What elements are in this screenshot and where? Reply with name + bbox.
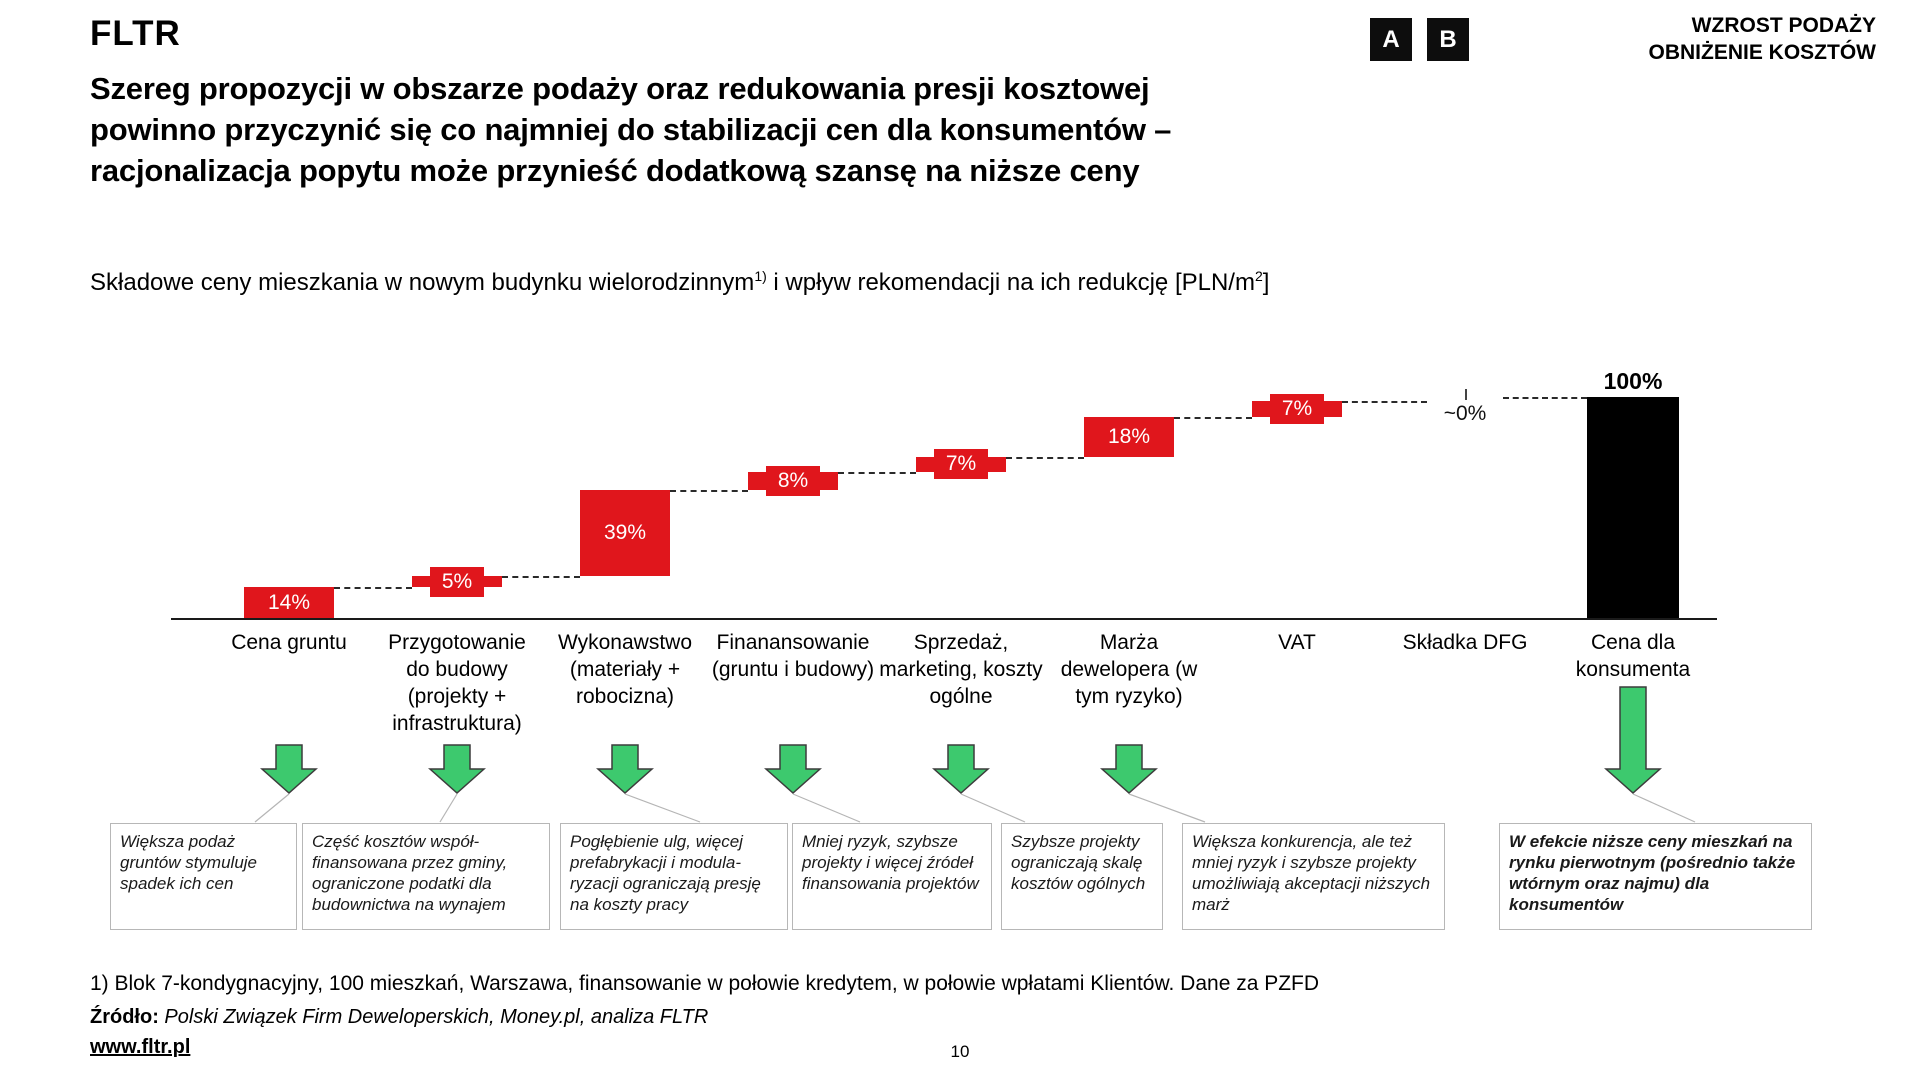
bar-value-wykonawstwo-materiały-robocizna: 39% [603, 520, 647, 544]
green-down-arrow-7 [1606, 687, 1660, 793]
source-line [90, 1006, 708, 1029]
axis-label-marża-dewelopera-w-tym-ryzyko: Marża dewelopera (w tym ryzyko) [1060, 631, 1198, 708]
page-number: 10 [950, 1042, 970, 1061]
subtitle-text-3: ] [1262, 269, 1270, 296]
recommendation-box-6: Większa konkurencja, ale też mniej ryzyk i szybsze projekty umożliwiają akceptacji niższych marż [1182, 823, 1445, 930]
recommendation-box-2: Część kosztów współ-finansowana przez gminy, ograniczone podatki dla budownictwa na wynajem [302, 823, 550, 930]
title-line-1: Szereg propozycji w obszarze podaży oraz redukowania presji kosztowej [90, 71, 1150, 106]
waterfall-connector [1342, 401, 1427, 403]
waterfall-connector [1006, 457, 1084, 459]
superscript-2: 2 [1254, 268, 1263, 284]
title-line-2: powinno przyczynić się co najmniej do stabilizacji cen dla konsumentów – [90, 112, 1172, 147]
recommendation-box-3: Pogłębienie ulg, więcej prefabrykacji i modula-ryzacji ograniczają presję na koszty pracy [560, 823, 788, 930]
header-tagline [1649, 12, 1877, 66]
axis-label-cena-dla-konsumenta: Cena dla konsumenta [1575, 631, 1691, 681]
recommendation-box-7: W efekcie niższe ceny mieszkań na rynku pierwotnym (pośrednio także wtórnym oraz najmu) dla konsumentów [1499, 823, 1812, 930]
recommendation-box-4: Mniej ryzyk, szybsze projekty i więcej źródeł finansowania projektów [792, 823, 992, 930]
tagline-line-2: OBNIŻENIE KOSZTÓW [1648, 41, 1876, 64]
tagline-line-1: WZROST PODAŻY [1691, 14, 1876, 37]
slide-title [90, 68, 1171, 191]
source-label: Źródło: [90, 1006, 159, 1028]
axis-label-cena-gruntu: Cena gruntu [231, 631, 347, 654]
green-down-arrow-4 [766, 745, 820, 793]
bar-value-przygotowanie-do-budowy-projekty-infrastruktura: 5% [430, 567, 484, 597]
bar-value-cena-dla-konsumenta: 100% [1603, 368, 1663, 394]
green-down-arrow-1 [262, 745, 316, 793]
bar-value-cena-gruntu: 14% [262, 588, 316, 618]
bar-value-sprzedaż-marketing-koszty-ogólne: 7% [934, 449, 988, 479]
title-line-3: racjonalizacja popytu może przynieść dodatkową szansę na niższe ceny [90, 153, 1140, 188]
waterfall-connector [502, 576, 580, 578]
waterfall-connector [1174, 417, 1252, 419]
subtitle-text-2: i wpływ rekomendacji na ich redukcję [PLN/m [766, 269, 1255, 296]
bar-value-składka-dfg: ~0% [1443, 402, 1487, 426]
subtitle-text: Składowe ceny mieszkania w nowym budynku wielorodzinnym [90, 269, 755, 296]
axis-label-wykonawstwo-materiały-robocizna: Wykonawstwo (materiały + robocizna) [557, 631, 693, 708]
zero-tick [1465, 389, 1467, 400]
waterfall-connector [838, 472, 916, 474]
bar-cena-dla-konsumenta [1587, 397, 1679, 618]
arrow-to-box-line-1 [255, 794, 289, 822]
green-down-arrow-3 [598, 745, 652, 793]
footnote-ref-1: 1) [754, 268, 767, 284]
waterfall-connector [670, 490, 748, 492]
company-logo: FLTR [90, 14, 181, 53]
source-text: Polski Związek Firm Deweloperskich, Money.pl, analiza FLTR [158, 1006, 709, 1028]
x-axis [171, 618, 1717, 620]
arrow-to-box-line-7 [1633, 794, 1695, 822]
axis-label-przygotowanie-do-budowy-projekty-infrastruktura: Przygotowanie do budowy (projekty + infrastruktura) [388, 631, 526, 735]
chart-subtitle [90, 268, 1269, 297]
axis-label-finanansowanie-gruntu-i-budowy: Finanansowanie (gruntu i budowy) [711, 631, 875, 681]
website-link[interactable]: www.fltr.pl [90, 1036, 191, 1058]
axis-label-składka-dfg: Składka DFG [1402, 631, 1528, 654]
bar-value-marża-dewelopera-w-tym-ryzyko: 18% [1107, 424, 1151, 448]
badge-b: B [1427, 18, 1469, 61]
axis-label-vat: VAT [1278, 631, 1316, 654]
bar-value-finanansowanie-gruntu-i-budowy: 8% [766, 466, 820, 496]
badge-a: A [1370, 18, 1412, 61]
arrow-to-box-line-2 [440, 794, 457, 822]
recommendation-box-1: Większa podaż gruntów stymuluje spadek ich cen [110, 823, 297, 930]
arrow-to-box-line-4 [793, 794, 860, 822]
arrow-to-box-line-5 [961, 794, 1025, 822]
axis-label-sprzedaż-marketing-koszty-ogólne: Sprzedaż, marketing, koszty ogólne [879, 631, 1043, 708]
arrow-to-box-line-3 [625, 794, 700, 822]
arrow-to-box-line-6 [1129, 794, 1205, 822]
waterfall-connector [1503, 397, 1587, 399]
green-down-arrow-5 [934, 745, 988, 793]
green-down-arrow-2 [430, 745, 484, 793]
green-down-arrow-6 [1102, 745, 1156, 793]
footnote: 1) Blok 7-kondygnacyjny, 100 mieszkań, Warszawa, finansowanie w połowie kredytem, w połowie wpłatami Klientów. Dane za PZFD [90, 972, 1320, 995]
recommendation-box-5: Szybsze projekty ograniczają skalę kosztów ogólnych [1001, 823, 1163, 930]
bar-value-vat: 7% [1270, 394, 1324, 424]
waterfall-connector [334, 587, 412, 589]
